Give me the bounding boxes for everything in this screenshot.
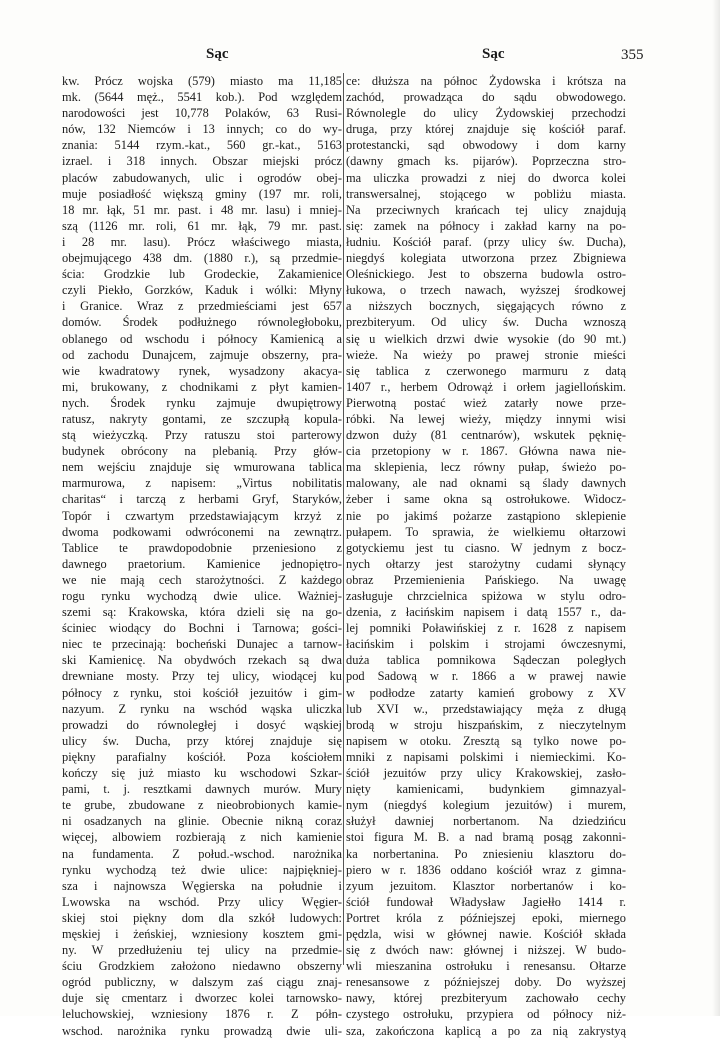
text-line: rynku wychodzą też dwie ulice: najpiękniej-	[62, 862, 342, 877]
text-line: narodowości jest 10,778 Polaków, 63 Rusi-	[62, 106, 342, 121]
text-line: stą wieżyczką. Przy ratuszu stoi parterowy	[62, 428, 342, 443]
text-line: 1407 r., herbem Odrowąż i orłem jagiellońskim.	[346, 379, 626, 394]
text-line: dzenia, z łacińskim napisem i datą 1557 r., da-	[346, 605, 626, 620]
text-line: znania: 5144 rzym.-kat., 560 gr.-kat., 5163	[62, 138, 342, 153]
text-line: transwersalnej, stojącego w pobliżu miasta.	[346, 186, 626, 201]
text-line: Tablice te prawdopodobnie przeniesiono z	[62, 540, 342, 555]
text-line: i Granice. Wraz z przedmieściami jest 657	[62, 299, 342, 314]
text-line: Portret króla z późniejszej epoki, miernego	[346, 910, 626, 925]
text-line: wschod. narożnika rynku prowadzą dwie uli-	[62, 1023, 342, 1038]
text-line: nawy, której prezbiteryum zachowało cechy	[346, 991, 626, 1006]
text-line: sza, zakończona kaplicą a po za nią zakrystyą	[346, 1023, 626, 1038]
text-line: w podłodze zatarty kamień grobowy z XV	[346, 685, 626, 700]
text-line: ścia: Grodzkie lub Grodeckie, Zakamienice	[62, 267, 342, 282]
text-line: ściół jezuitów przy ulicy Krakowskiej, zasło-	[346, 766, 626, 781]
text-line: placów zabudowanych, ulic i ogrodów obej-	[62, 170, 342, 185]
text-line: duża tablica pomnikowa Sądeczan poległych	[346, 653, 626, 668]
text-line: izrael. i 318 innych. Obszar miejski prócz	[62, 154, 342, 169]
text-line: ściół fundował Władysław Jagiełło 1414 r.	[346, 894, 626, 909]
text-line: dzwon duży (81 centnarów), wskutek pęknię-	[346, 428, 626, 443]
text-line: dwoma podkowami odwróconemi na zewnątrz.	[62, 524, 342, 539]
text-line: ulicy św. Ducha, przy której znajduje się	[62, 733, 342, 748]
text-line: wie kwadratowy rynek, wysadzony akacya-	[62, 363, 342, 378]
text-line: ściniec wiodący do Bochni i Tarnowa; gości-	[62, 621, 342, 636]
text-line: mniki z napisami polskimi i niemieckimi. Ko-	[346, 749, 626, 764]
text-line: ni osadzanych na glinie. Obecnie nikną coraz	[62, 814, 342, 829]
text-line: czystego ostrołuku, przypiera od północy niż-	[346, 1007, 626, 1022]
text-line: łukowa, o trzech nawach, wyższej środkowej	[346, 283, 626, 298]
text-line: nym (niegdyś kolegium jezuitów) i murem,	[346, 798, 626, 813]
text-line: niec te przecinają: bocheński Dunajec a tarnow-	[62, 637, 342, 652]
text-line: Pierwotną postać wież zatarły nowe prze-	[346, 395, 626, 410]
text-line: się u wielkich drzwi dwie wysokie (do 90 mt.)	[346, 331, 626, 346]
text-line: mk. (5644 męż., 5541 kob.). Pod względem	[62, 90, 342, 105]
text-line: kw. Prócz wojska (579) miasto ma 11,185	[62, 74, 342, 88]
text-line: ma uliczka prowadzi z niej do dworca kolei	[346, 170, 626, 185]
text-line: wieże. Na wieży po prawej stronie mieści	[346, 347, 626, 362]
text-line: (dawny gmach ks. pijarów). Poprzeczna stro-	[346, 154, 626, 169]
text-line: czyli Piekło, Gorzków, Kaduk i wólki: Młyny	[62, 283, 342, 298]
text-line: we nie mają cech starożytności. Z każdego	[62, 572, 342, 587]
text-line: nazyum. Z rynku na wschód wąska uliczka	[62, 701, 342, 716]
text-line: ny. W przedłużeniu tej ulicy na przedmie-	[62, 943, 342, 958]
text-line: sza i najnowsza Węgierska na południe i	[62, 878, 342, 893]
text-line: leluchowskiej, wzniesiony 1876 r. Z półn-	[62, 1007, 342, 1022]
text-line: od zachodu Dunajcem, zajmuje obszerny, pra-	[62, 347, 342, 362]
text-line: marmurowa, z napisem: „Virtus nobilitatis	[62, 476, 342, 491]
text-line: łudniu. Kościół paraf. (przy ulicy św. Ducha),	[346, 234, 626, 249]
text-line: nów, 132 Niemców i 13 innych; co do wy-	[62, 122, 342, 137]
text-line: ściu Grodzkiem założono niedawno obszerny	[62, 959, 342, 974]
text-line: muje posiadłość większą gminy (197 mr. roli,	[62, 186, 342, 201]
text-line: wli mieszanina ostrołuku i renesansu. Ołtarze	[346, 959, 626, 974]
text-line: niegdyś kolegiata utworzona przez Zbigniewa	[346, 251, 626, 266]
left-text-column	[62, 73, 342, 1039]
text-line: duje się cmentarz i dworzec kolei tarnowsko-	[62, 991, 342, 1006]
text-line: Lwowska na wschód. Przy ulicy Węgier-	[62, 894, 342, 909]
text-line: oblanego od wschodu i północy Kamienicą a	[62, 331, 342, 346]
text-line: dawnego praetorium. Kamienice jednopiętro-	[62, 556, 342, 571]
text-line: drewniane mosty. Przy tej ulicy, wiodącej ku	[62, 669, 342, 684]
text-line: północy z rynku, stoi kościół jezuitów i gim-	[62, 685, 342, 700]
text-line: ka norbertanina. Po zniesieniu klasztoru do-	[346, 846, 626, 861]
text-line: służył dawniej norbertanom. Na dziedzińcu	[346, 814, 626, 829]
text-line: nie po jakimś pożarze zastąpiono sklepienie	[346, 508, 626, 523]
text-line: napisem w otoku. Zresztą są tylko nowe po-	[346, 733, 626, 748]
text-line: 18 mr. łąk, 51 mr. past. i 48 mr. lasu) i mniej-	[62, 202, 342, 217]
text-line: róbki. Na lewej wieży, między innymi wisi	[346, 411, 626, 426]
text-line: nych. Środek rynku zajmuje dwupiętrowy	[62, 395, 342, 410]
text-line: Topór i czwartym przedstawiającym krzyż z	[62, 508, 342, 523]
text-line: mi, brukowany, z chodnikami z płyt kamien-	[62, 379, 342, 394]
text-line: się tablica z czerwonego marmuru z datą	[346, 363, 626, 378]
text-line: brodą w stroju hiszpańskim, z nieczytelnym	[346, 717, 626, 732]
text-line: obejmującego 438 dm. (1880 r.), są przedmie-	[62, 251, 342, 266]
text-line: Na przeciwnych krańcach tej ulicy znajdują	[346, 202, 626, 217]
text-line: ski Kamienicę. Na obydwóch rzekach są dwa	[62, 653, 342, 668]
text-line: skiej stoi piękny dom dla szkół ludowych:	[62, 910, 342, 925]
page-number: 355	[621, 47, 644, 63]
running-header-right: Sąc	[482, 46, 505, 62]
text-line: ogród publiczny, w dalszym zaś ciągu znaj-	[62, 975, 342, 990]
text-line: stoi figura M. B. a nad bramą posąg zakonni-	[346, 830, 626, 845]
text-line: domów. Środek podłużnego równoległoboku,	[62, 315, 342, 330]
text-line: ce: dłuższa na północ Żydowska i krótsza na	[346, 74, 626, 88]
text-line: piero w r. 1836 oddano kościół wraz z gimna-	[346, 862, 626, 877]
text-line: prowadzi do równoległej i dosyć wąskiej	[62, 717, 342, 732]
text-line: pędzla, wisi w głównej nawie. Kościół składa	[346, 926, 626, 941]
text-line: łacińskim i polskim i strojami ówczesnymi,	[346, 637, 626, 652]
text-line: nem wejściu znajduje się wmurowana tablica	[62, 460, 342, 475]
column-divider	[343, 73, 344, 965]
text-line: na fundamenta. Z połud.-wschod. narożnika	[62, 846, 342, 861]
text-line: pami, t. j. resztkami dawnych murów. Mury	[62, 782, 342, 797]
text-line: obraz Przemienienia Pańskiego. Na uwagę	[346, 572, 626, 587]
text-line: piękny parafialny kościół. Poza kościołem	[62, 749, 342, 764]
text-line: malowany, ale nad oknami są ślady dawnych	[346, 476, 626, 491]
text-line: a niższych bocznych, sięgających równo z	[346, 299, 626, 314]
text-line: ratusz, nakryty gontami, ze szczupłą kopula-	[62, 411, 342, 426]
text-line: gotyckiemu jest tu ciasno. W jednym z bocz-	[346, 540, 626, 555]
text-line: kończy się już miasto ku wschodowi Szkar-	[62, 766, 342, 781]
text-line: prezbiteryum. Od ulicy św. Ducha wznoszą	[346, 315, 626, 330]
text-line: te grube, zbudowane z nieobrobionych kamie-	[62, 798, 342, 813]
text-line: szą (1126 mr. roli, 61 mr. łąk, 79 mr. past.	[62, 218, 342, 233]
text-line: budynek obrócony na plebanią. Przy głów-	[62, 444, 342, 459]
text-line: rogu rynku wychodzą dwie ulice. Ważniej-	[62, 589, 342, 603]
right-text-column	[346, 73, 626, 1039]
text-line: renesansowe z późniejszej doby. Do wyższej	[346, 975, 626, 990]
text-line: szemi są: Krakowska, która dzieli się na go-	[62, 605, 342, 620]
text-line: się z dwóch naw: głównej i niższej. W budo-	[346, 943, 626, 958]
text-line: zasługuje chrzcielnica spiżowa w stylu odro-	[346, 589, 626, 603]
text-line: Równolegle do ulicy Żydowskiej przechodzi	[346, 106, 626, 121]
text-line: nych ołtarzy jest starożytny cudami słynący	[346, 556, 626, 571]
text-line: nięty kamienicami, budynkiem gimnazyal-	[346, 782, 626, 797]
text-line: charitas“ i tarczą z herbami Gryf, Staryków,	[62, 492, 342, 507]
text-line: się: zamek na północy i zakład karny na po-	[346, 218, 626, 233]
text-line: męskiej i żeńskiej, wzniesiony kosztem gmi-	[62, 926, 342, 941]
running-header-left: Sąc	[206, 46, 229, 62]
text-line: lub XVI w., przedstawiający męża z długą	[346, 701, 626, 716]
text-line: cia przetopiony w r. 1867. Główna nawa nie-	[346, 444, 626, 459]
text-line: Oleśnickiego. Jest to obszerna budowla ostro-	[346, 267, 626, 282]
text-line: i 28 mr. lasu). Prócz właściwego miasta,	[62, 234, 342, 249]
text-line: zachód, prowadząca do sądu obwodowego.	[346, 90, 626, 105]
text-line: więcej, albowiem rozbierają z nich kamienie	[62, 830, 342, 845]
text-line: pod Sadową w r. 1866 a w prawej nawie	[346, 669, 626, 684]
text-line: druga, przy której znajduje się kościół paraf.	[346, 122, 626, 137]
text-line: pułapem. To sprawia, że wielkiemu ołtarzowi	[346, 524, 626, 539]
text-line: lej pomniki Poławińskiej z r. 1628 z napisem	[346, 621, 626, 636]
scan-shadow-edge	[712, 0, 720, 1016]
text-line: żeber i same okna są ostrołukowe. Widocz-	[346, 492, 626, 507]
text-line: zyum jezuitom. Klasztor norbertanów i ko-	[346, 878, 626, 893]
text-line: ma sklepienia, lecz równy pułap, świeżo po-	[346, 460, 626, 475]
text-line: protestancki, sąd obwodowy i dom karny	[346, 138, 626, 153]
